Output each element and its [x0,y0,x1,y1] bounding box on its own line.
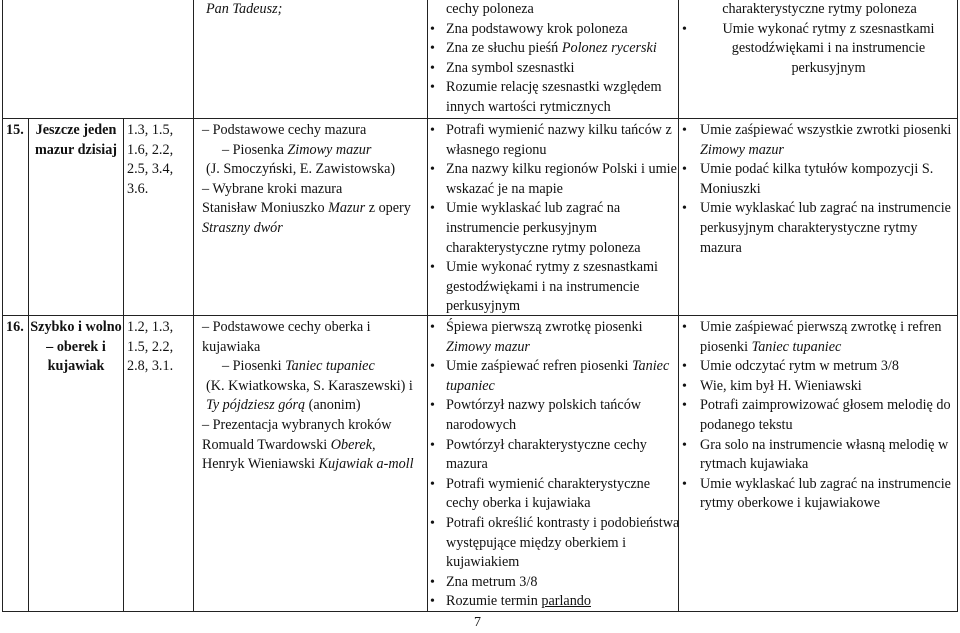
list-item: • Umie wyklaskać lub zagrać na instrumencie perkusyjnym charakterystyczne rytmy poloneza [430,199,685,258]
basic-requirements [430,121,685,317]
list-item: • Potrafi wymienić charakterystyczne cechy oberka i kujawiaka [430,475,685,514]
continued-text: charakterystyczne rytmy poloneza [722,1,917,17]
top-row-content: Pan Tadeusz; [206,1,283,17]
table-border-left [2,0,3,612]
list-item: • Umie zaśpiewać pierwszą zwrotkę i refren piosenki Taniec tupaniec [682,318,957,357]
content-line: (K. Kwiatkowska, S. Karaszewski) i Ty pójdziesz górą (anonim) [206,377,413,414]
list-item: • Zna metrum 3/8 [430,573,685,593]
column-divider [123,118,124,612]
list-item: • Umie wykonać rytmy z szesnastkami gestodźwiękami i na instrumencie perkusyjnym [682,20,957,79]
list-item: • Umie zaśpiewać wszystkie zwrotki piosenki Zimowy mazur [682,121,957,160]
list-item: • Zna symbol szesnastki [430,59,685,79]
list-item: • Powtórzył charakterystyczne cechy mazura [430,436,685,475]
list-item: • Umie wyklaskać lub zagrać na instrumencie rytmy oberkowe i kujawiakowe [682,475,957,514]
top-row-extended [682,0,957,78]
row-divider [2,118,958,119]
curriculum-refs: 1.2, 1.3, 1.5, 2.2, 2.8, 3.1. [127,319,174,375]
page-number: 7 [474,615,481,630]
lesson-content [198,318,423,475]
column-divider [193,0,194,612]
content-line: – Podstawowe cechy oberka i kujawiaka [202,319,371,355]
list-item: • Umie odczytać rytm w metrum 3/8 [682,357,957,377]
list-item: • Wie, kim był H. Wieniawski [682,377,957,397]
lesson-content [198,121,423,239]
column-divider [28,118,29,612]
lesson-title: Jeszcze jeden mazur dzisiaj [34,122,118,158]
column-divider [427,0,428,612]
continued-text: cechy poloneza [446,1,534,17]
list-item: • Rozumie termin parlando [430,592,685,612]
content-line: – Podstawowe cechy mazura [202,122,367,138]
content-line: – Piosenki Taniec tupaniec [222,358,375,375]
list-item: • Rozumie relację szesnastki względem innych wartości rytmicznych [430,78,685,117]
lesson-number: 16. [6,319,24,335]
list-item: • Zna podstawowy krok poloneza [430,20,685,40]
content-line: Henryk Wieniawski Kujawiak a-moll [202,456,414,473]
extended-requirements [682,318,957,514]
content-line: (J. Smoczyński, E. Zawistowska) [206,161,396,178]
list-item: • Powtórzył nazwy polskich tańców narodowych [430,396,685,435]
basic-requirements [430,318,685,612]
list-item: • Potrafi zaimprowizować głosem melodię do podanego tekstu [682,396,957,435]
list-item: • Umie podać kilka tytułów kompozycji S. Moniuszki [682,160,957,199]
extended-requirements [682,121,957,258]
list-item: • Gra solo na instrumencie własną melodię w rytmach kujawiaka [682,436,957,475]
list-item: • Umie zaśpiewać refren piosenki Taniec tupaniec [430,357,685,396]
song-line: Zna ze słuchu pieśń Polonez rycerski [446,40,657,57]
list-item: • Zna nazwy kilku regionów Polski i umie wskazać je na mapie [430,160,685,199]
list-item: • Potrafi wymienić nazwy kilku tańców z własnego regionu [430,121,685,160]
lesson-number: 15. [6,122,24,138]
list-item: • Umie wyklaskać lub zagrać na instrumencie perkusyjnym charakterystyczne rytmy mazura [682,199,957,258]
content-line: – Wybrane kroki mazura [202,180,343,197]
list-item: • Umie wykonać rytmy z szesnastkami gestodźwiękami i na instrumencie perkusyjnym [430,258,685,317]
content-line: – Piosenka Zimowy mazur [222,141,372,158]
content-line: Stanisław Moniuszko Mazur z opery [202,200,411,217]
content-line: Romuald Twardowski Oberek, [202,436,376,453]
lesson-title: Szybko i wolno – oberek i kujawiak [30,319,122,375]
term-parlando: parlando [541,593,591,610]
curriculum-refs: 1.3, 1.5, 1.6, 2.2, 2.5, 3.4, 3.6. [127,122,174,197]
list-item: • Potrafi określić kontrasty i podobieństwa występujące między oberkiem i kujawiakiem [430,514,685,573]
content-line: – Prezentacja wybranych kroków [202,416,392,433]
table-border-right [957,0,958,612]
top-row-basic [430,0,685,118]
content-line: Straszny dwór [202,219,283,236]
list-item [430,39,685,59]
list-item: • Śpiewa pierwszą zwrotkę piosenki Zimowy mazur [430,318,685,357]
